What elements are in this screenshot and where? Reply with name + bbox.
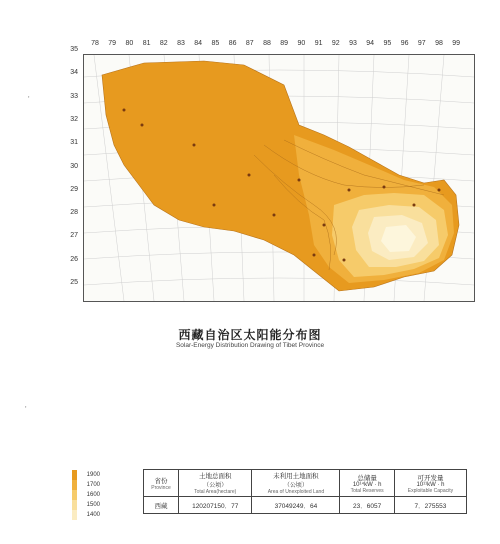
legend-label: 1500 bbox=[86, 502, 100, 508]
longitude-tick: 94 bbox=[366, 40, 375, 47]
table-header-cell bbox=[394, 470, 466, 497]
longitude-tick: 81 bbox=[142, 40, 151, 47]
legend-label: 1400 bbox=[86, 512, 100, 518]
longitude-tick: 87 bbox=[245, 40, 254, 47]
table-header-cell bbox=[144, 470, 179, 497]
table-cell: 120207150．77 bbox=[179, 497, 252, 514]
latitude-tick: 33 bbox=[70, 92, 78, 100]
legend-item bbox=[72, 500, 100, 510]
longitude-tick: 82 bbox=[159, 40, 168, 47]
header-en: Exploitable Capacity bbox=[407, 487, 454, 494]
header-en: Province bbox=[151, 484, 171, 491]
header-unit: 10¹¹kW · h bbox=[416, 481, 445, 488]
longitude-tick: 98 bbox=[435, 40, 443, 47]
legend-swatch bbox=[72, 490, 77, 500]
header-unit: （公顷） bbox=[203, 483, 228, 489]
legend bbox=[72, 470, 100, 520]
longitude-tick: 89 bbox=[280, 40, 289, 47]
table-row bbox=[144, 497, 467, 514]
longitude-tick: 90 bbox=[297, 40, 306, 47]
latitude-tick: 25 bbox=[70, 279, 78, 286]
header-en: Area of Unexploited Land bbox=[267, 489, 325, 495]
legend-item bbox=[72, 480, 100, 490]
map-subtitle: Solar-Energy Distribution Drawing of Tibet Province bbox=[175, 342, 325, 349]
legend-item bbox=[72, 490, 100, 500]
legend-swatch bbox=[72, 510, 77, 520]
table-cell: 37049249．64 bbox=[252, 497, 340, 514]
header-cn: 未利用土地面积 bbox=[273, 473, 319, 480]
legend-swatch bbox=[72, 500, 77, 510]
legend-item bbox=[72, 470, 100, 480]
legend-swatch bbox=[72, 470, 77, 480]
longitude-tick: 88 bbox=[263, 40, 271, 47]
table-cell: 西藏 bbox=[144, 497, 179, 514]
header-unit: 10¹⁴kW · h bbox=[352, 481, 382, 488]
latitude-tick: 30 bbox=[70, 162, 78, 170]
longitude-tick: 86 bbox=[228, 40, 237, 47]
table-header-cell bbox=[340, 470, 395, 497]
longitude-tick: 78 bbox=[91, 40, 99, 47]
longitude-tick: 96 bbox=[400, 40, 409, 47]
header-cn: 总储量 bbox=[357, 474, 377, 482]
header-en: Total Area(hectare) bbox=[194, 489, 237, 495]
table-header-row bbox=[144, 470, 467, 497]
latitude-tick: 29 bbox=[70, 185, 78, 193]
legend-swatch bbox=[72, 480, 77, 490]
longitude-tick: 92 bbox=[331, 40, 340, 47]
table-cell: 23．6057 bbox=[340, 497, 395, 514]
solar-stats-table bbox=[143, 469, 467, 514]
header-en: Total Reserves bbox=[350, 487, 384, 494]
longitude-tick: 93 bbox=[349, 40, 357, 47]
longitude-tick: 99 bbox=[452, 40, 461, 47]
longitude-tick: 97 bbox=[417, 40, 426, 47]
latitude-tick: 31 bbox=[70, 139, 78, 147]
latitude-tick: 28 bbox=[70, 209, 78, 217]
latitude-tick: 27 bbox=[70, 232, 78, 240]
latitude-tick: 26 bbox=[70, 255, 78, 263]
longitude-tick: 84 bbox=[194, 40, 203, 47]
latitude-tick: 32 bbox=[70, 115, 78, 123]
solar-map bbox=[84, 55, 474, 301]
scan-mark: ' bbox=[28, 95, 30, 104]
table-header-cell bbox=[252, 470, 340, 497]
header-cn: 可开发量 bbox=[417, 474, 444, 482]
legend-label: 1600 bbox=[86, 492, 100, 498]
map-title: 西藏自治区太阳能分布图 bbox=[178, 328, 322, 342]
legend-label: 1900 bbox=[86, 472, 100, 478]
longitude-tick: 80 bbox=[125, 40, 134, 47]
legend-label: 1700 bbox=[86, 482, 100, 488]
map-frame bbox=[83, 54, 475, 302]
longitude-tick: 95 bbox=[383, 40, 392, 47]
scan-mark: ' bbox=[25, 405, 27, 414]
table-cell: 7．275553 bbox=[394, 497, 466, 514]
header-cn: 省份 bbox=[154, 477, 168, 485]
latitude-tick: 34 bbox=[70, 69, 78, 77]
longitude-tick: 85 bbox=[211, 40, 220, 47]
legend-item bbox=[72, 510, 100, 520]
header-cn: 土地总面积 bbox=[198, 473, 232, 480]
header-unit: （公顷） bbox=[283, 483, 308, 489]
table-header-cell bbox=[179, 470, 252, 497]
longitude-tick: 83 bbox=[177, 40, 185, 47]
longitude-tick: 91 bbox=[314, 40, 323, 47]
longitude-tick: 79 bbox=[108, 40, 117, 47]
latitude-tick: 35 bbox=[70, 46, 78, 53]
